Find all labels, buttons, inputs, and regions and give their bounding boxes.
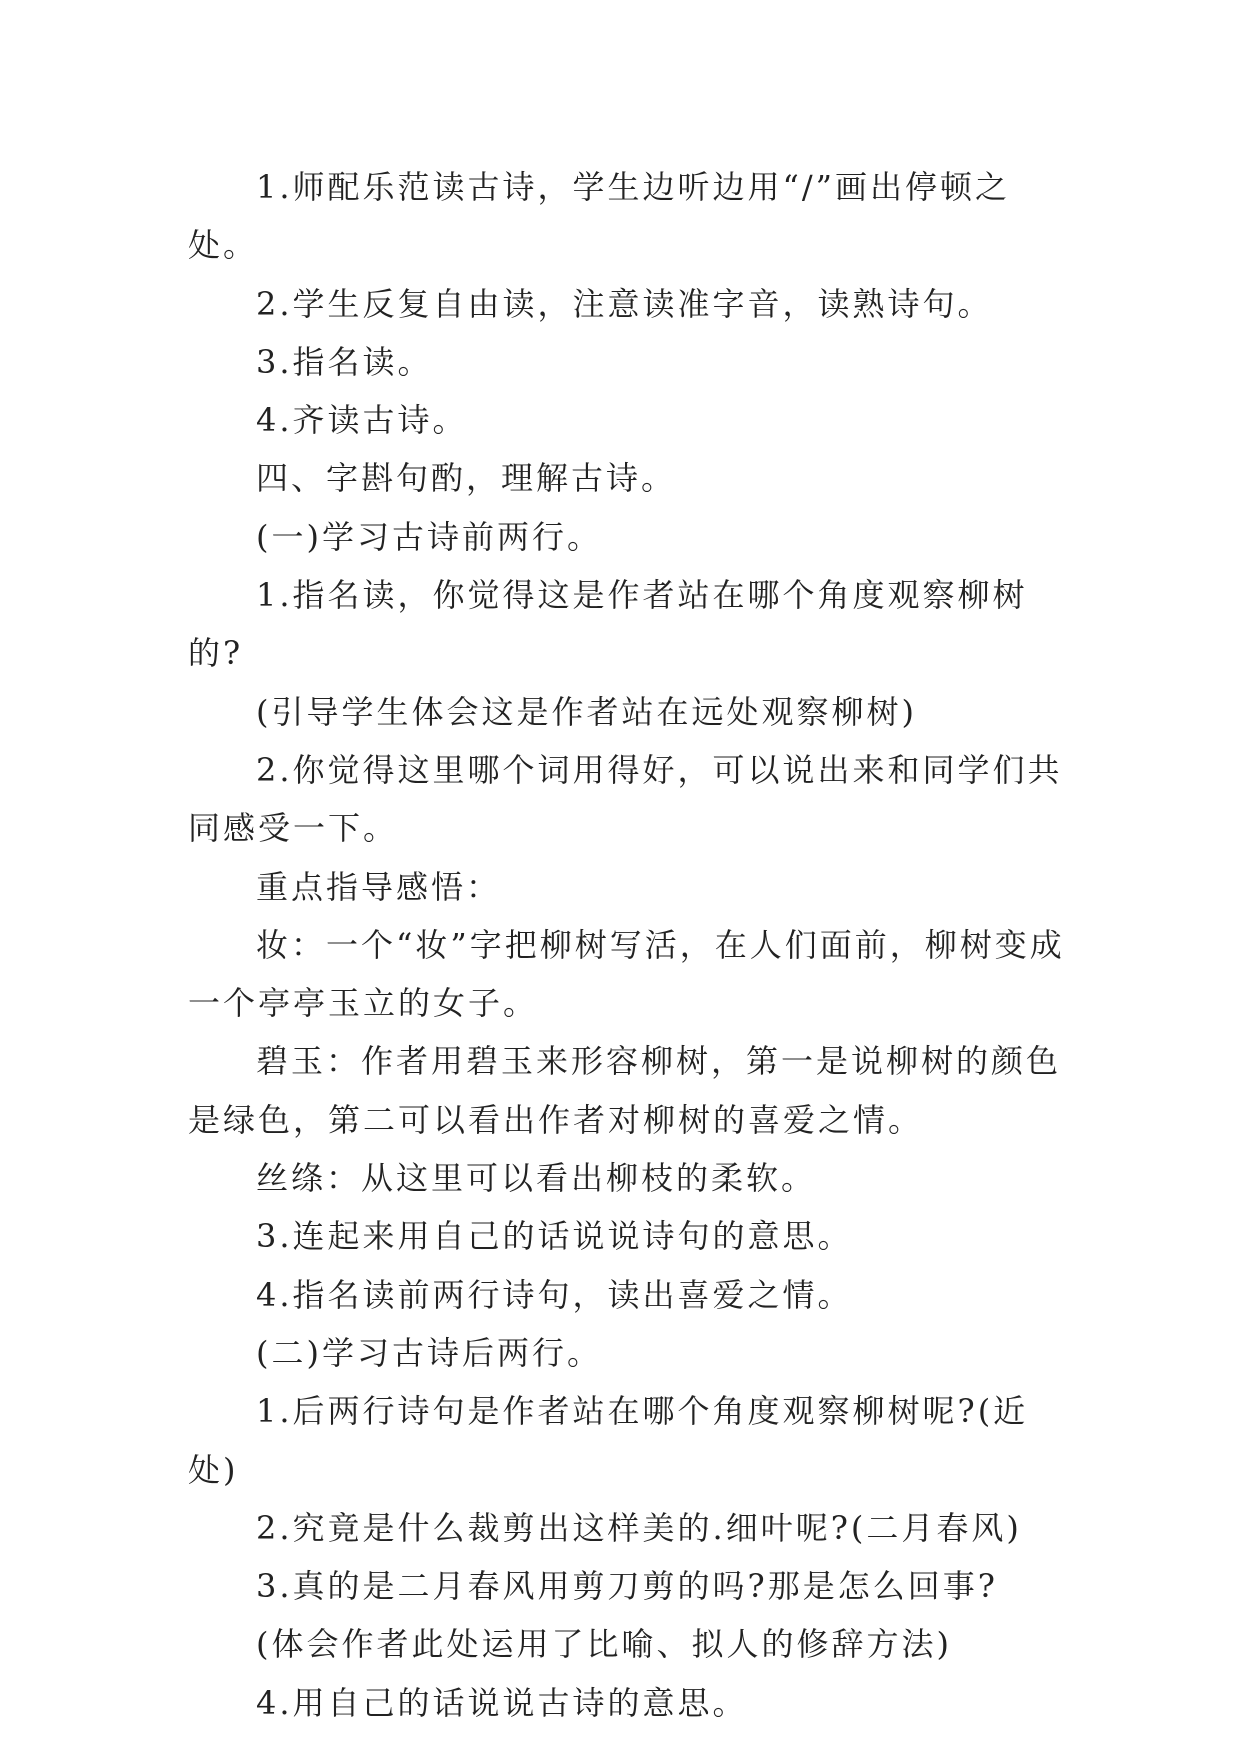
paragraph-note-distant-view: (引导学生体会这是作者站在远处观察柳树)	[256, 692, 917, 731]
paragraph-word-biyu: 碧玉：作者用碧玉来形容柳树，第一是说柳树的颜色是绿色，第二可以看出作者对柳树的喜爱之情。	[188, 1042, 1062, 1139]
paragraph-step-4-group-reading: 4.齐读古诗。	[256, 401, 468, 440]
paragraph-question-near-view: 1.后两行诗句是作者站在哪个角度观察柳树呢?(近处)	[188, 1392, 1029, 1489]
subsection-heading-last-two-lines: (二)学习古诗后两行。	[256, 1333, 602, 1372]
paragraph-question-spring-wind: 2.究竟是什么裁剪出这样美的.细叶呢?(二月春风)	[256, 1508, 1022, 1547]
subsection-heading-first-two-lines: (一)学习古诗前两行。	[256, 517, 602, 556]
paragraph-question-viewing-angle: 1.指名读，你觉得这是作者站在哪个角度观察柳树的?	[188, 576, 1028, 673]
paragraph-question-scissors: 3.真的是二月春风用剪刀剪的吗?那是怎么回事?	[256, 1567, 998, 1606]
paragraph-question-best-word: 2.你觉得这里哪个词用得好，可以说出来和同学们共同感受一下。	[188, 750, 1063, 848]
paragraph-key-guidance: 重点指导感悟：	[256, 867, 502, 906]
paragraph-word-zhuang: 妆：一个“妆”字把柳树写活，在人们面前，柳树变成一个亭亭玉立的女子。	[188, 925, 1065, 1023]
paragraph-step-read-with-emotion: 4.指名读前两行诗句，读出喜爱之情。	[256, 1275, 853, 1314]
paragraph-step-retell-poem: 4.用自己的话说说古诗的意思。	[256, 1683, 748, 1722]
paragraph-word-sitao: 丝绦：从这里可以看出柳枝的柔软。	[256, 1159, 817, 1198]
paragraph-step-3-named-reading: 3.指名读。	[256, 342, 433, 381]
paragraph-step-1-model-reading: 1.师配乐范读古诗，学生边听边用“/”画出停顿之处。	[188, 168, 1011, 265]
paragraph-step-2-free-reading: 2.学生反复自由读，注意读准字音，读熟诗句。	[256, 284, 993, 323]
paragraph-note-rhetoric: (体会作者此处运用了比喻、拟人的修辞方法)	[256, 1625, 952, 1664]
paragraph-step-retell-lines: 3.连起来用自己的话说说诗句的意思。	[256, 1217, 853, 1256]
section-heading-understand-poem: 四、字斟句酌，理解古诗。	[256, 459, 677, 498]
document-body	[188, 158, 1068, 1732]
